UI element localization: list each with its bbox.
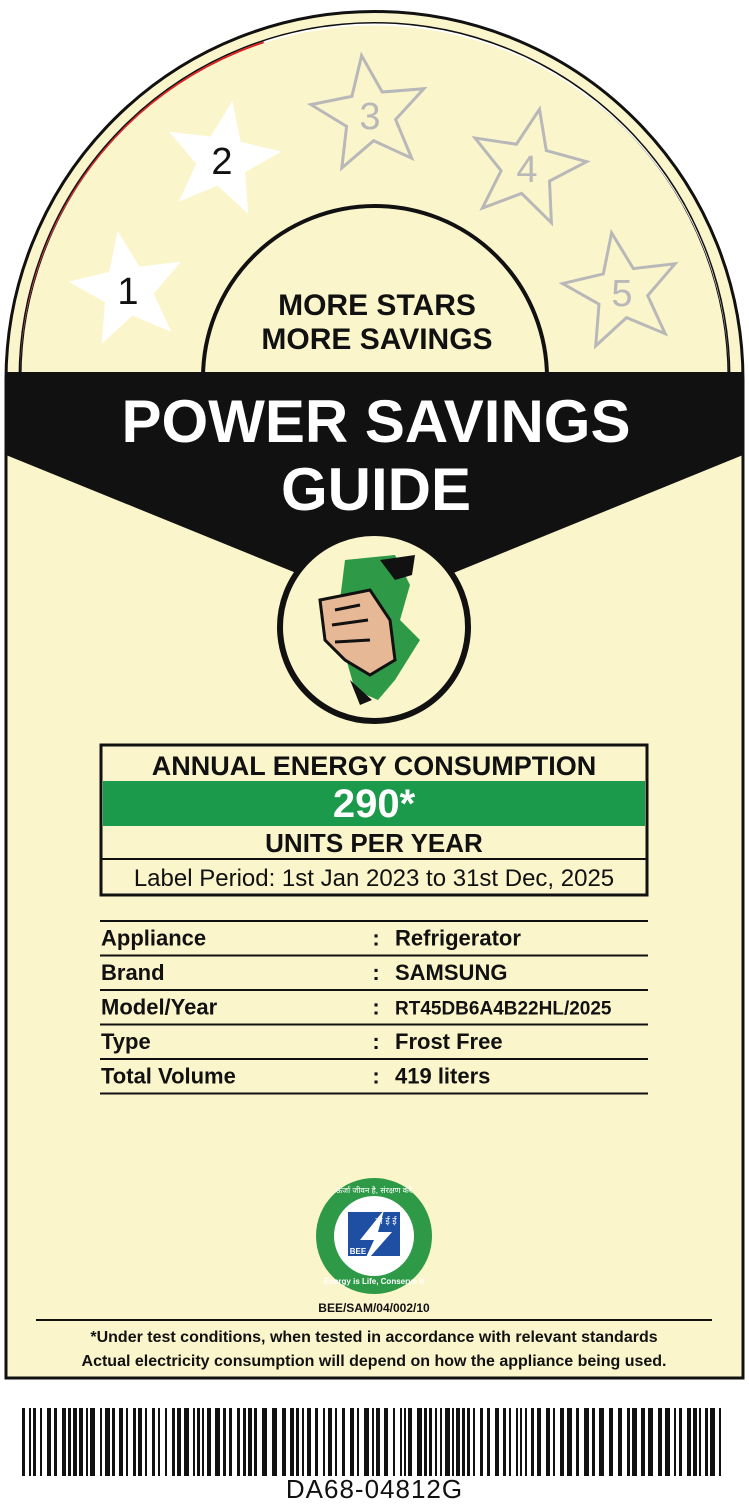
spec-value: Refrigerator — [395, 925, 521, 951]
barcode — [0, 1398, 749, 1504]
barcode-bar — [710, 1408, 715, 1476]
star-5-label: 5 — [611, 273, 633, 315]
barcode-bar — [165, 1408, 167, 1476]
barcode-bar — [456, 1408, 460, 1476]
barcode-bar — [243, 1408, 246, 1476]
barcode-bar — [29, 1408, 31, 1476]
barcode-bar — [248, 1408, 252, 1476]
barcode-bar — [705, 1408, 708, 1476]
barcode-bar — [699, 1408, 701, 1476]
star-4-label: 4 — [516, 149, 538, 191]
barcode-bar — [119, 1408, 123, 1476]
fist-emblem — [280, 533, 468, 721]
barcode-bar — [393, 1408, 395, 1476]
barcode-bar — [516, 1408, 518, 1476]
barcode-bar — [215, 1408, 220, 1476]
spec-separator: : — [372, 925, 380, 951]
consumption-heading: ANNUAL ENERGY CONSUMPTION — [151, 751, 597, 781]
barcode-bar — [462, 1408, 465, 1476]
barcode-bar — [467, 1408, 470, 1476]
consumption-box — [101, 745, 647, 895]
barcode-bar — [86, 1408, 88, 1476]
barcode-bar — [627, 1408, 630, 1476]
barcode-bar — [495, 1408, 499, 1476]
spec-separator: : — [372, 994, 380, 1020]
barcode-bar — [553, 1408, 555, 1476]
barcode-bar — [679, 1408, 682, 1476]
banner-title-line1: POWER SAVINGS — [121, 388, 631, 455]
spec-separator: : — [372, 1029, 380, 1054]
spec-separator: : — [372, 960, 380, 985]
barcode-bar — [584, 1408, 589, 1476]
barcode-bar — [254, 1408, 257, 1476]
spec-value: Frost Free — [395, 1029, 503, 1054]
barcode-bar — [54, 1408, 57, 1476]
bee-logo — [316, 1178, 432, 1294]
barcode-bar — [719, 1408, 721, 1476]
spec-key: Model/Year — [101, 994, 218, 1020]
barcode-bar — [272, 1408, 277, 1476]
tagline-line1: MORE STARS — [278, 289, 476, 322]
spec-key: Brand — [101, 960, 165, 985]
barcode-bar — [531, 1408, 534, 1476]
barcode-bar — [22, 1408, 25, 1476]
barcode-bar — [62, 1408, 66, 1476]
banner-title-line2: GUIDE — [280, 456, 472, 523]
barcode-bar — [452, 1408, 454, 1476]
barcode-bar — [537, 1408, 541, 1476]
barcode-bar — [158, 1408, 160, 1476]
barcode-bar — [73, 1408, 77, 1476]
bee-abbr: BEE — [349, 1247, 367, 1256]
barcode-bar — [400, 1408, 402, 1476]
spec-key: Total Volume — [101, 1063, 236, 1089]
barcode-number: DA68-04812G — [285, 1474, 464, 1504]
barcode-bar — [445, 1408, 450, 1476]
spec-value: 419 liters — [395, 1063, 491, 1089]
barcode-bar — [417, 1408, 422, 1476]
barcode-bar — [315, 1408, 318, 1476]
barcode-bar — [357, 1408, 359, 1476]
barcode-bar — [262, 1408, 267, 1476]
bee-bottom-text: Energy is Life, Conserve it — [323, 1277, 425, 1286]
barcode-bar — [79, 1408, 83, 1476]
barcode-bar — [307, 1408, 311, 1476]
star-2-label: 2 — [211, 141, 233, 183]
barcode-bar — [376, 1408, 380, 1476]
barcode-bar — [648, 1408, 653, 1476]
star-1-label: 1 — [117, 271, 139, 313]
barcode-bar — [424, 1408, 427, 1476]
barcode-bar — [302, 1408, 304, 1476]
barcode-bar — [665, 1408, 670, 1476]
consumption-value: 290* — [332, 782, 416, 826]
barcode-bar — [207, 1408, 211, 1476]
barcode-bars — [22, 1408, 727, 1476]
barcode-bar — [237, 1408, 240, 1476]
barcode-bar — [197, 1408, 200, 1476]
barcode-bar — [520, 1408, 522, 1476]
spec-key: Appliance — [101, 925, 207, 951]
barcode-bar — [560, 1408, 564, 1476]
barcode-bar — [328, 1408, 332, 1476]
barcode-bar — [177, 1408, 181, 1476]
barcode-bar — [112, 1408, 115, 1476]
barcode-bar — [40, 1408, 42, 1476]
barcode-bar — [440, 1408, 442, 1476]
barcode-bar — [658, 1408, 662, 1476]
barcode-bar — [567, 1408, 572, 1476]
barcode-bar — [429, 1408, 432, 1476]
barcode-bar — [350, 1408, 354, 1476]
barcode-bar — [296, 1408, 299, 1476]
star-3-label: 3 — [359, 96, 381, 138]
barcode-bar — [525, 1408, 527, 1476]
barcode-bar — [509, 1408, 511, 1476]
barcode-bar — [618, 1408, 622, 1476]
barcode-bar — [503, 1408, 506, 1476]
label-period: Label Period: 1st Jan 2023 to 31st Dec, 2025 — [133, 865, 615, 892]
barcode-bar — [693, 1408, 697, 1476]
spec-value: RT45DB6A4B22HL/2025 — [395, 998, 612, 1020]
footnote-line2: Actual electricity consumption will depend on how the appliance being used. — [81, 1353, 667, 1370]
barcode-bar — [335, 1408, 337, 1476]
barcode-bar — [90, 1408, 95, 1476]
spec-value: SAMSUNG — [395, 960, 508, 985]
barcode-bar — [592, 1408, 595, 1476]
barcode-bar — [687, 1408, 691, 1476]
barcode-bar — [152, 1408, 155, 1476]
barcode-bar — [480, 1408, 483, 1476]
barcode-bar — [138, 1408, 142, 1476]
barcode-bar — [487, 1408, 490, 1476]
barcode-bar — [323, 1408, 325, 1476]
bee-hindi-abbr: बी ई ई — [375, 1216, 397, 1226]
barcode-bar — [599, 1408, 604, 1476]
footnote-line1: *Under test conditions, when tested in accordance with relevant standards — [90, 1329, 658, 1346]
barcode-bar — [105, 1408, 110, 1476]
barcode-bar — [172, 1408, 175, 1476]
barcode-bar — [100, 1408, 102, 1476]
spec-separator: : — [372, 1063, 380, 1089]
barcode-bar — [126, 1408, 128, 1476]
barcode-bar — [282, 1408, 286, 1476]
barcode-bar — [473, 1408, 475, 1476]
barcode-bar — [68, 1408, 71, 1476]
barcode-bar — [674, 1408, 676, 1476]
barcode-bar — [223, 1408, 226, 1476]
barcode-bar — [632, 1408, 637, 1476]
bee-top-text: ऊर्जा जीवन है, संरक्षण करें — [335, 1186, 413, 1195]
barcode-bar — [435, 1408, 437, 1476]
barcode-bar — [546, 1408, 550, 1476]
barcode-bar — [184, 1408, 189, 1476]
barcode-bar — [404, 1408, 406, 1476]
spec-key: Type — [101, 1029, 151, 1054]
barcode-bar — [609, 1408, 613, 1476]
barcode-bar — [202, 1408, 204, 1476]
bee-code: BEE/SAM/04/002/10 — [318, 1301, 430, 1315]
barcode-bar — [408, 1408, 412, 1476]
barcode-bar — [290, 1408, 294, 1476]
barcode-bar — [133, 1408, 136, 1476]
consumption-unit: UNITS PER YEAR — [265, 828, 483, 858]
barcode-bar — [641, 1408, 645, 1476]
barcode-bar — [372, 1408, 374, 1476]
barcode-bar — [145, 1408, 147, 1476]
barcode-bar — [47, 1408, 51, 1476]
barcode-bar — [33, 1408, 36, 1476]
barcode-bar — [229, 1408, 232, 1476]
tagline-line2: MORE SAVINGS — [261, 323, 493, 356]
barcode-bar — [384, 1408, 388, 1476]
barcode-bar — [364, 1408, 369, 1476]
barcode-bar — [576, 1408, 579, 1476]
barcode-bar — [193, 1408, 195, 1476]
barcode-bar — [342, 1408, 345, 1476]
